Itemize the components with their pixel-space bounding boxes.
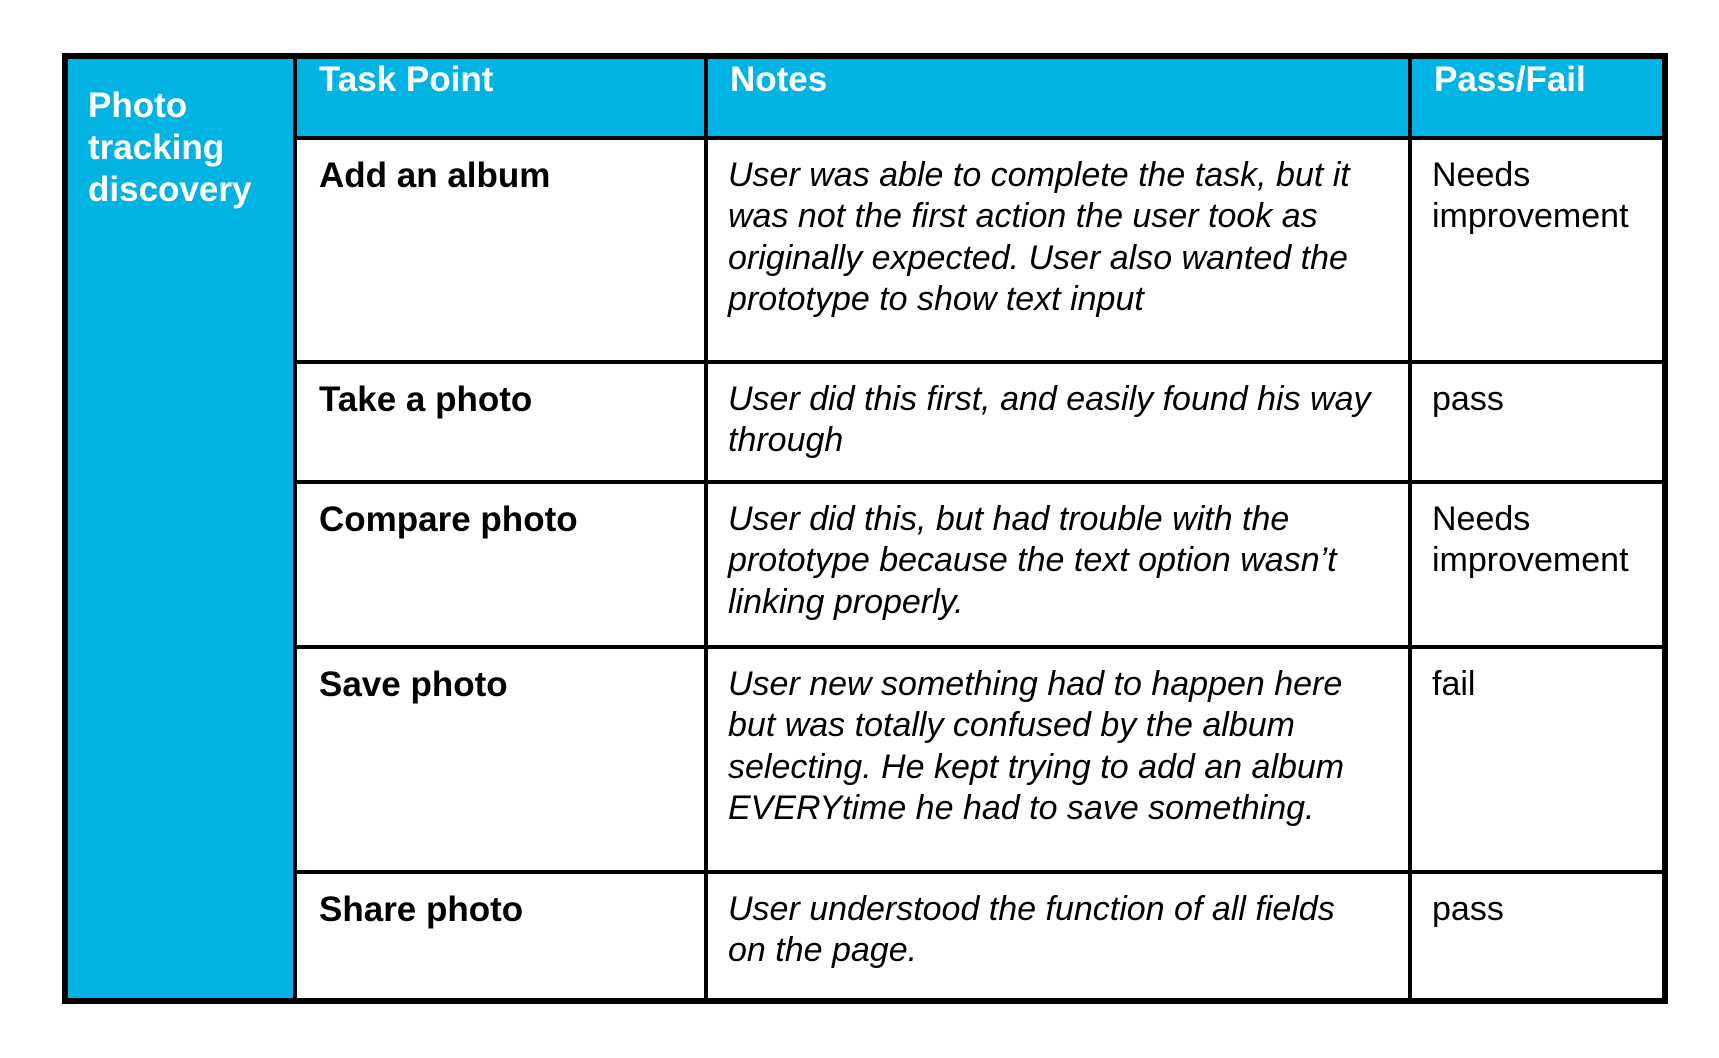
- column-header-pass-fail: Pass/Fail: [1410, 56, 1665, 138]
- notes-cell: User did this, but had trouble with the prototype because the text option wasn’t linking properly.: [706, 482, 1410, 647]
- result-cell: pass: [1410, 872, 1665, 1001]
- result-cell: Needs improvement: [1410, 482, 1665, 647]
- result-cell: fail: [1410, 647, 1665, 872]
- column-header-notes: Notes: [706, 56, 1410, 138]
- notes-cell: User new something had to happen here but was totally confused by the album selecting. He kept trying to add an album EVERYtime he had to save something.: [706, 647, 1410, 872]
- table-row: [65, 138, 1665, 362]
- row-group-header: Photo tracking discovery: [65, 56, 295, 1001]
- column-header-task-point: Task Point: [295, 56, 706, 138]
- notes-cell: User was able to complete the task, but it was not the first action the user took as originally expected. User also wanted the prototype to show text input: [706, 138, 1410, 362]
- result-cell: Needs improvement: [1410, 138, 1665, 362]
- result-cell: pass: [1410, 362, 1665, 482]
- usability-results-table: [62, 53, 1668, 1004]
- table-row: [65, 482, 1665, 647]
- header-row: [65, 56, 1665, 138]
- notes-cell: User did this first, and easily found his way through: [706, 362, 1410, 482]
- table-row: [65, 872, 1665, 1001]
- task-cell: Save photo: [295, 647, 706, 872]
- notes-cell: User understood the function of all fields on the page.: [706, 872, 1410, 1001]
- task-cell: Compare photo: [295, 482, 706, 647]
- table-row: [65, 647, 1665, 872]
- task-cell: Add an album: [295, 138, 706, 362]
- task-cell: Take a photo: [295, 362, 706, 482]
- table-row: [65, 362, 1665, 482]
- task-cell: Share photo: [295, 872, 706, 1001]
